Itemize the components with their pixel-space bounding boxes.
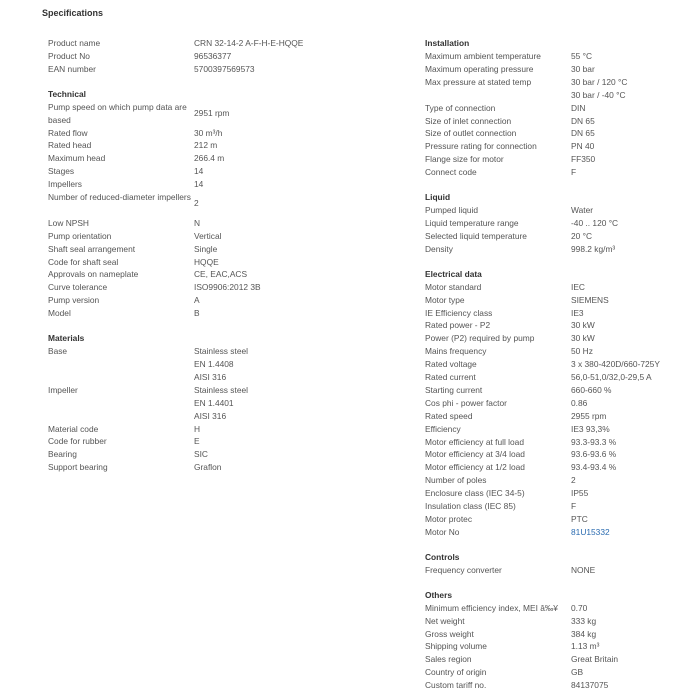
spec-label: EAN number bbox=[48, 63, 96, 74]
spec-value: 5700397569573 bbox=[194, 63, 255, 74]
spec-row bbox=[48, 461, 368, 474]
spec-label: Stages bbox=[48, 166, 75, 177]
spec-value: 30 kW bbox=[571, 320, 595, 331]
spec-value: Graflon bbox=[194, 462, 222, 473]
spec-label: Product name bbox=[48, 38, 101, 48]
spec-value: NONE bbox=[571, 564, 596, 575]
spec-row bbox=[425, 487, 700, 500]
spec-value: AISI 316 bbox=[194, 410, 227, 421]
spec-value: 30 m³/h bbox=[194, 127, 223, 138]
spec-label: Approvals on nameplate bbox=[48, 269, 139, 280]
spec-row bbox=[48, 268, 368, 281]
spec-row bbox=[425, 423, 700, 436]
spec-row bbox=[48, 307, 368, 320]
spec-value: N bbox=[194, 217, 201, 228]
spec-label: Code for rubber bbox=[48, 436, 107, 447]
spec-label bbox=[48, 397, 194, 410]
spec-label: Rated head bbox=[48, 140, 92, 151]
spec-value-link[interactable]: 81U15332 bbox=[571, 526, 610, 537]
spec-row bbox=[48, 423, 368, 436]
spec-row bbox=[48, 281, 368, 294]
others-title: Others bbox=[425, 589, 452, 600]
spec-label bbox=[425, 89, 571, 102]
spec-row bbox=[425, 166, 700, 179]
spec-label: Minimum efficiency index, MEI â‰¥ bbox=[425, 602, 558, 613]
spec-value: SIC bbox=[194, 449, 208, 460]
spec-value: ISO9906:2012 3B bbox=[194, 282, 261, 293]
spec-label: Base bbox=[48, 346, 68, 357]
spec-value: DIN bbox=[571, 102, 586, 113]
spec-label: Motor protec bbox=[425, 514, 473, 524]
spec-value: 84137075 bbox=[571, 680, 609, 691]
spec-label: Selected liquid temperature bbox=[425, 230, 527, 241]
spec-value: F bbox=[571, 167, 577, 178]
spec-row bbox=[425, 332, 700, 345]
spec-row bbox=[425, 127, 700, 140]
spec-value: PN 40 bbox=[571, 141, 595, 152]
spec-row bbox=[425, 230, 700, 243]
spec-value: HQQE bbox=[194, 256, 219, 267]
spec-value: 93.4-93.4 % bbox=[571, 462, 617, 473]
spec-value: 660-660 % bbox=[571, 384, 612, 395]
spec-label: Size of inlet connection bbox=[425, 115, 512, 126]
spec-value: IP55 bbox=[571, 488, 589, 499]
spec-value: 212 m bbox=[194, 140, 218, 151]
spec-row bbox=[48, 191, 368, 217]
spec-row bbox=[425, 526, 700, 539]
spec-row bbox=[48, 178, 368, 191]
spec-row bbox=[48, 217, 368, 230]
spec-value: 55 °C bbox=[571, 51, 593, 61]
spec-label: Power (P2) required by pump bbox=[425, 333, 535, 344]
electrical-section bbox=[425, 281, 700, 539]
spec-label: Motor efficiency at full load bbox=[425, 436, 524, 447]
spec-row bbox=[425, 140, 700, 153]
spec-value: Single bbox=[194, 243, 218, 254]
spec-value: -40 .. 120 °C bbox=[571, 217, 619, 228]
spec-value: AISI 316 bbox=[194, 371, 227, 382]
spec-value: 93.6-93.6 % bbox=[571, 449, 617, 460]
spec-value: E bbox=[194, 436, 200, 447]
spec-row bbox=[425, 371, 700, 384]
spec-label: Shipping volume bbox=[425, 641, 487, 652]
spec-label: Frequency converter bbox=[425, 564, 502, 575]
spec-label: Pump speed on which pump data are based bbox=[48, 101, 187, 125]
spec-value: IE3 93,3% bbox=[571, 423, 610, 434]
spec-label: Gross weight bbox=[425, 628, 474, 639]
spec-label: Type of connection bbox=[425, 102, 496, 113]
materials-title: Materials bbox=[48, 333, 85, 344]
spec-label: Code for shaft seal bbox=[48, 256, 119, 267]
spec-value: 2 bbox=[571, 475, 576, 486]
spec-row bbox=[425, 243, 700, 256]
spec-row bbox=[48, 345, 368, 358]
spec-label: Size of outlet connection bbox=[425, 128, 517, 139]
spec-label: Motor standard bbox=[425, 281, 482, 292]
spec-row bbox=[48, 50, 368, 63]
spec-row bbox=[425, 307, 700, 320]
spec-label: Number of reduced-diameter impellers bbox=[48, 192, 191, 203]
spec-value: CRN 32-14-2 A-F-H-E-HQQE bbox=[194, 38, 304, 48]
others-section bbox=[425, 602, 700, 692]
spec-label: Impeller bbox=[48, 384, 78, 395]
spec-value: GB bbox=[571, 667, 584, 678]
spec-label bbox=[48, 358, 194, 371]
spec-value: 20 °C bbox=[571, 230, 593, 241]
spec-label: Enclosure class (IEC 34-5) bbox=[425, 488, 525, 499]
spec-row bbox=[48, 127, 368, 140]
spec-value: FF350 bbox=[571, 154, 596, 165]
spec-row bbox=[48, 384, 368, 397]
spec-label: Liquid temperature range bbox=[425, 217, 519, 228]
spec-label: Net weight bbox=[425, 615, 465, 626]
spec-row bbox=[425, 204, 700, 217]
spec-row bbox=[425, 513, 700, 526]
spec-row bbox=[48, 397, 368, 410]
spec-value: 14 bbox=[194, 179, 204, 190]
spec-value: H bbox=[194, 423, 201, 434]
spec-row bbox=[48, 435, 368, 448]
spec-row bbox=[425, 640, 700, 653]
spec-row bbox=[425, 461, 700, 474]
spec-label: Insulation class (IEC 85) bbox=[425, 501, 516, 512]
spec-row bbox=[425, 500, 700, 513]
spec-row bbox=[48, 410, 368, 423]
materials-section bbox=[48, 345, 368, 474]
spec-row bbox=[48, 256, 368, 269]
spec-value: DN 65 bbox=[571, 128, 595, 139]
spec-label: Low NPSH bbox=[48, 217, 89, 228]
spec-label: Motor efficiency at 1/2 load bbox=[425, 462, 525, 473]
spec-value: 30 kW bbox=[571, 333, 595, 344]
spec-row bbox=[425, 358, 700, 371]
general-section bbox=[48, 37, 368, 76]
spec-value: 30 bar / 120 °C bbox=[571, 76, 628, 87]
spec-value: PTC bbox=[571, 514, 588, 524]
spec-value: 2951 rpm bbox=[194, 108, 230, 119]
spec-row bbox=[425, 345, 700, 358]
spec-label: Impellers bbox=[48, 179, 82, 190]
spec-label: Motor efficiency at 3/4 load bbox=[425, 449, 525, 460]
spec-value: SIEMENS bbox=[571, 294, 609, 305]
spec-value: 93.3-93.3 % bbox=[571, 436, 617, 447]
spec-value: A bbox=[194, 295, 200, 306]
spec-value: 384 kg bbox=[571, 628, 597, 639]
spec-value: 333 kg bbox=[571, 615, 597, 626]
spec-label: Custom tariff no. bbox=[425, 680, 487, 691]
spec-row bbox=[48, 448, 368, 461]
spec-label: Cos phi - power factor bbox=[425, 397, 507, 408]
spec-label: Sales region bbox=[425, 654, 472, 665]
spec-label: Maximum operating pressure bbox=[425, 63, 534, 74]
spec-value: 266.4 m bbox=[194, 153, 225, 164]
spec-value: EN 1.4401 bbox=[194, 397, 234, 408]
spec-label: Efficiency bbox=[425, 423, 461, 434]
spec-row bbox=[48, 63, 368, 76]
spec-value: 998.2 kg/m³ bbox=[571, 243, 616, 254]
spec-value: DN 65 bbox=[571, 115, 595, 126]
spec-label: Maximum ambient temperature bbox=[425, 51, 541, 61]
spec-label: Number of poles bbox=[425, 475, 487, 486]
spec-label: Pumped liquid bbox=[425, 205, 479, 216]
spec-label: Curve tolerance bbox=[48, 282, 108, 293]
liquid-title: Liquid bbox=[425, 192, 451, 203]
spec-label: Rated speed bbox=[425, 410, 473, 421]
spec-label: Rated voltage bbox=[425, 359, 477, 370]
spec-row bbox=[425, 653, 700, 666]
spec-row bbox=[425, 410, 700, 423]
spec-label: Shaft seal arrangement bbox=[48, 243, 136, 254]
spec-row bbox=[425, 115, 700, 128]
spec-label: Max pressure at stated temp bbox=[425, 76, 532, 87]
spec-row bbox=[425, 294, 700, 307]
spec-row bbox=[425, 474, 700, 487]
spec-label: Connect code bbox=[425, 167, 477, 178]
spec-label: Support bearing bbox=[48, 462, 108, 473]
spec-row bbox=[48, 152, 368, 165]
controls-section bbox=[425, 564, 700, 577]
spec-value: 30 bar bbox=[571, 63, 595, 74]
spec-row bbox=[48, 243, 368, 256]
spec-label: Mains frequency bbox=[425, 346, 487, 357]
spec-row bbox=[425, 76, 700, 89]
spec-value: 56,0-51,0/32,0-29,5 A bbox=[571, 372, 652, 383]
spec-label: Country of origin bbox=[425, 667, 487, 678]
spec-label: Flange size for motor bbox=[425, 154, 504, 165]
spec-value: Stainless steel bbox=[194, 384, 248, 395]
spec-row bbox=[48, 101, 368, 127]
spec-label: Rated flow bbox=[48, 127, 88, 138]
spec-label: IE Efficiency class bbox=[425, 307, 493, 318]
spec-row bbox=[425, 615, 700, 628]
spec-label: Bearing bbox=[48, 449, 77, 460]
spec-row bbox=[425, 564, 700, 577]
spec-row bbox=[425, 63, 700, 76]
spec-label: Maximum head bbox=[48, 153, 106, 164]
spec-row bbox=[425, 153, 700, 166]
spec-label: Pump version bbox=[48, 295, 100, 306]
spec-label: Rated current bbox=[425, 372, 476, 383]
spec-label bbox=[48, 410, 194, 423]
electrical-title: Electrical data bbox=[425, 268, 482, 279]
spec-label: Model bbox=[48, 308, 71, 319]
spec-value: Stainless steel bbox=[194, 346, 248, 357]
spec-row bbox=[425, 384, 700, 397]
spec-value: Water bbox=[571, 205, 594, 216]
spec-label: Motor type bbox=[425, 294, 465, 305]
installation-title: Installation bbox=[425, 38, 470, 48]
spec-label: Material code bbox=[48, 423, 99, 434]
spec-value: 2955 rpm bbox=[571, 410, 607, 421]
spec-row bbox=[48, 371, 368, 384]
spec-value: 30 bar / -40 °C bbox=[571, 89, 626, 100]
spec-value: 50 Hz bbox=[571, 346, 593, 357]
left-column bbox=[48, 37, 368, 474]
spec-value: Vertical bbox=[194, 230, 222, 241]
spec-label: Pressure rating for connection bbox=[425, 141, 537, 152]
spec-label: Product No bbox=[48, 50, 90, 61]
right-column bbox=[425, 37, 700, 692]
spec-value: 1.13 m³ bbox=[571, 641, 600, 652]
spec-row bbox=[425, 436, 700, 449]
spec-value: CE, EAC,ACS bbox=[194, 269, 248, 280]
spec-row bbox=[425, 666, 700, 679]
spec-row bbox=[48, 230, 368, 243]
spec-row bbox=[425, 448, 700, 461]
page-title: Specifications bbox=[42, 8, 104, 18]
spec-label: Density bbox=[425, 243, 453, 254]
spec-value: F bbox=[571, 501, 577, 512]
spec-row bbox=[48, 294, 368, 307]
spec-row bbox=[425, 319, 700, 332]
spec-value: IE3 bbox=[571, 307, 584, 318]
technical-section bbox=[48, 101, 368, 320]
spec-row bbox=[425, 397, 700, 410]
spec-value: 96536377 bbox=[194, 50, 232, 61]
spec-row bbox=[425, 217, 700, 230]
spec-row bbox=[425, 89, 700, 102]
spec-value: 0.70 bbox=[571, 602, 588, 613]
installation-section bbox=[425, 50, 700, 179]
spec-row bbox=[425, 50, 700, 63]
spec-row bbox=[425, 679, 700, 692]
spec-row bbox=[48, 358, 368, 371]
spec-value: 3 x 380-420D/660-725Y bbox=[571, 359, 660, 370]
spec-row bbox=[425, 602, 700, 615]
technical-title: Technical bbox=[48, 88, 87, 99]
controls-title: Controls bbox=[425, 551, 460, 562]
spec-label: Rated power - P2 bbox=[425, 320, 491, 331]
spec-row bbox=[48, 37, 368, 50]
spec-value: 14 bbox=[194, 166, 204, 177]
spec-row bbox=[48, 139, 368, 152]
spec-row bbox=[425, 628, 700, 641]
spec-value: 0.86 bbox=[571, 397, 588, 408]
spec-label: Motor No bbox=[425, 526, 460, 537]
spec-value: IEC bbox=[571, 281, 585, 292]
spec-value: 2 bbox=[194, 198, 199, 209]
spec-label: Pump orientation bbox=[48, 230, 112, 241]
liquid-section bbox=[425, 204, 700, 256]
spec-label bbox=[48, 371, 194, 384]
spec-row bbox=[48, 165, 368, 178]
spec-value: EN 1.4408 bbox=[194, 359, 234, 369]
spec-row bbox=[425, 281, 700, 294]
spec-row bbox=[425, 102, 700, 115]
spec-value: B bbox=[194, 308, 200, 319]
spec-value: Great Britain bbox=[571, 654, 619, 665]
spec-label: Starting current bbox=[425, 384, 483, 395]
